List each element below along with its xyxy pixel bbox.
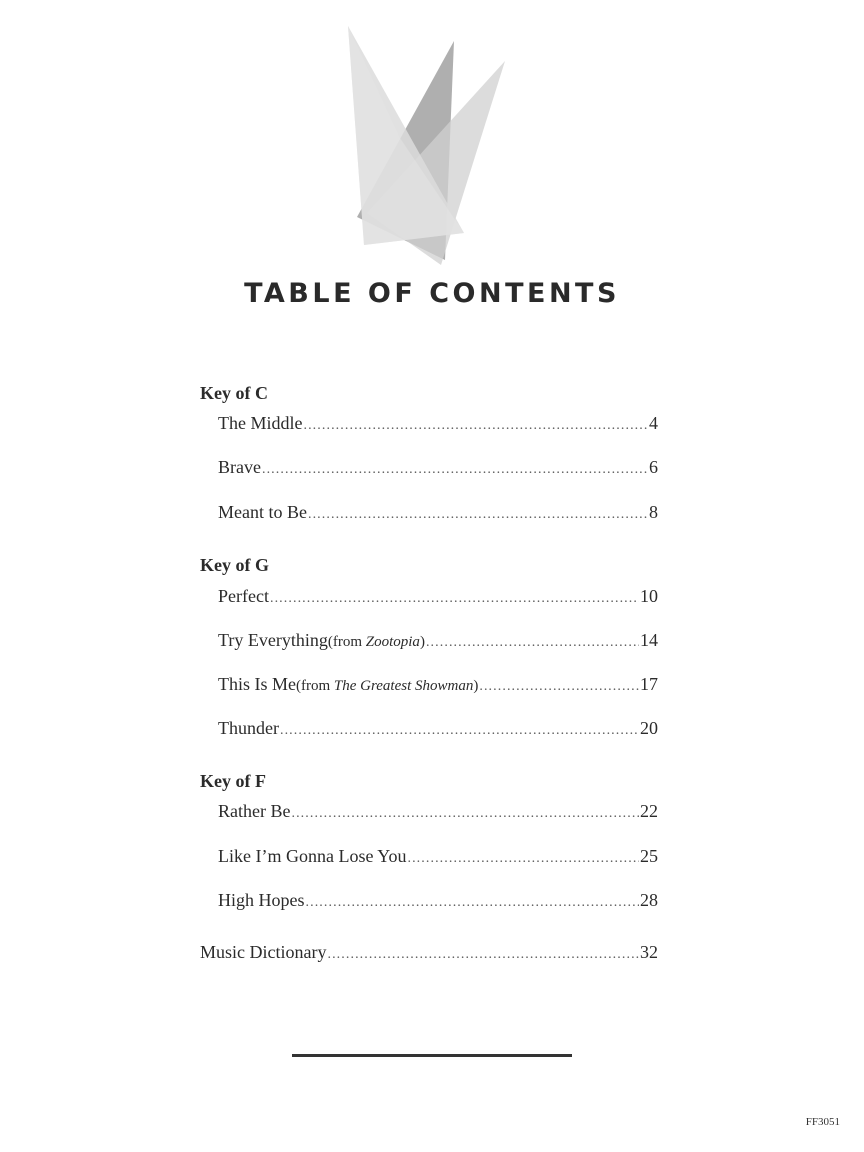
entry-title: Brave [218,457,261,477]
entry-title: The Middle [218,413,303,433]
toc-entry[interactable] [218,801,658,825]
dot-leader [426,635,639,651]
toc-entry-music-dictionary[interactable] [200,942,658,966]
dot-leader [327,947,639,963]
entry-title: Rather Be [218,801,291,821]
entry-note [296,678,478,695]
dot-leader [270,591,639,607]
note-suffix: ) [473,678,479,694]
dot-leader [280,723,639,739]
toc-entry[interactable] [218,674,658,698]
entry-page: 8 [649,502,658,522]
toc-entry[interactable] [218,630,658,654]
section-heading-key-of-g: Key of G [200,555,269,575]
entry-page: 32 [640,942,658,962]
entry-note [328,634,425,651]
section-heading-key-of-c: Key of C [200,383,268,403]
toc-entry[interactable] [218,890,658,914]
entry-page: 6 [649,457,658,477]
entry-title: Try Everything [218,630,328,650]
entry-page: 20 [640,718,658,738]
folded-triangles-logo [340,20,515,270]
toc-entry[interactable] [218,586,658,610]
toc-entry[interactable] [218,457,658,481]
section-heading-key-of-f: Key of F [200,771,266,791]
toc-entry[interactable] [218,846,658,870]
bottom-rule [292,1054,572,1057]
entry-page: 25 [640,846,658,866]
note-prefix: (from [296,678,334,694]
dot-leader [479,679,639,695]
entry-title: This Is Me [218,674,296,694]
dot-leader [262,462,648,478]
entry-page: 4 [649,413,658,433]
note-suffix: ) [419,634,425,650]
toc-entry[interactable] [218,718,658,742]
entry-page: 22 [640,801,658,821]
dot-leader [291,806,639,822]
entry-title: Music Dictionary [200,942,327,962]
toc-entry[interactable] [218,413,658,437]
entry-page: 10 [640,586,658,606]
note-prefix: (from [327,634,366,650]
note-source: Zootopia [365,634,420,650]
entry-title: Like I’m Gonna Lose You [218,846,407,866]
page-title: TABLE OF CONTENTS [244,278,620,309]
toc-entry[interactable] [218,502,658,526]
entry-page: 17 [640,674,658,694]
dot-leader [303,418,648,434]
entry-title: Perfect [218,586,269,606]
entry-page: 28 [640,890,658,910]
dot-leader [306,895,640,911]
dot-leader [308,507,648,523]
footer-code: FF3051 [805,1116,840,1128]
entry-title: Meant to Be [218,502,307,522]
note-source: The Greatest Showman [333,678,474,694]
entry-page: 14 [640,630,658,650]
entry-title: Thunder [218,718,279,738]
entry-title: High Hopes [218,890,305,910]
dot-leader [407,851,639,867]
